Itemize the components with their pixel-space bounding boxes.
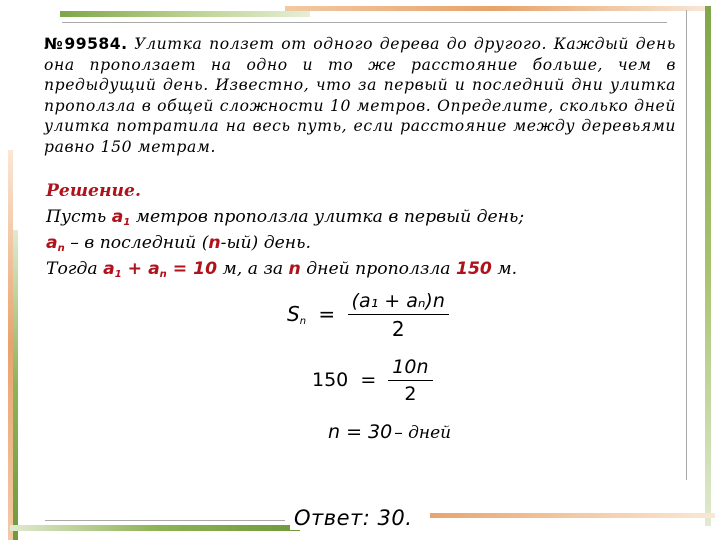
line3-mid2: дней проползла [300, 259, 456, 279]
formula-sum-arith [287, 290, 449, 341]
formula2-eq: = [360, 369, 377, 391]
formula-result [328, 421, 451, 443]
formula2-lhs: 150 [312, 369, 349, 391]
line2-post: -ый) день. [220, 233, 311, 253]
solution-heading [46, 178, 141, 204]
formula2-denominator: 2 [388, 380, 432, 405]
formula1-denominator: 2 [348, 314, 449, 341]
formula1-eq: = [318, 302, 336, 326]
line3-post: м. [491, 259, 518, 279]
decor-bottom-orange-bar [430, 513, 715, 518]
solution-title: Решение. [46, 181, 141, 201]
decor-bottom-green-bar [10, 525, 300, 531]
sum-expression: $a_1 + a_n = 10$ [103, 259, 218, 280]
decor-right-rule [686, 10, 687, 480]
problem-statement [44, 34, 676, 157]
formula2-fraction [388, 356, 432, 405]
line1-post: метров проползла улитка в первый день; [130, 207, 525, 227]
var-a1: $a_1$ [111, 207, 131, 228]
distance-value: 150 [455, 259, 492, 279]
decor-top-green-bar [60, 11, 310, 17]
decor-bottom-rule [45, 520, 285, 521]
formula-substituted [312, 356, 433, 405]
formula3-text: n = 30 [328, 421, 393, 443]
problem-number: №99584. [44, 35, 128, 53]
formula1-lhs: $S_n$ [287, 302, 307, 327]
decor-right-green-bar [705, 6, 711, 526]
formula1-fraction [348, 290, 449, 341]
formula3-suffix: – дней [394, 423, 452, 443]
var-an: $a_n$ [46, 233, 65, 254]
line2-mid: – в последний ( [64, 233, 209, 253]
line3-mid: м, а за [217, 259, 289, 279]
decor-top-rule [62, 22, 667, 23]
line1-pre: Пусть [46, 207, 112, 227]
var-n: n [208, 233, 221, 253]
decor-top-orange-bar [285, 6, 705, 11]
problem-text: Улитка ползет от одного дерева до другого. Каждый день она проползает на одно и то же расстояние больше, чем в предыдущий день. Известно, что за первый и последний дни улитка проползла в общей сложности 10 метров. Определите, сколько дней улитка потратила на весь путь, если расстояние между деревьями равно 150 метрам. [44, 35, 676, 156]
decor-left-green-bar [13, 230, 18, 540]
formula1-numerator: (a₁ + aₙ)n [351, 290, 445, 312]
answer-text: Ответ: 30. [290, 506, 416, 530]
formula2-numerator: 10n [392, 356, 429, 378]
solution-line-3 [46, 256, 517, 288]
var-n-days: n [288, 259, 301, 279]
line3-pre: Тогда [46, 259, 104, 279]
